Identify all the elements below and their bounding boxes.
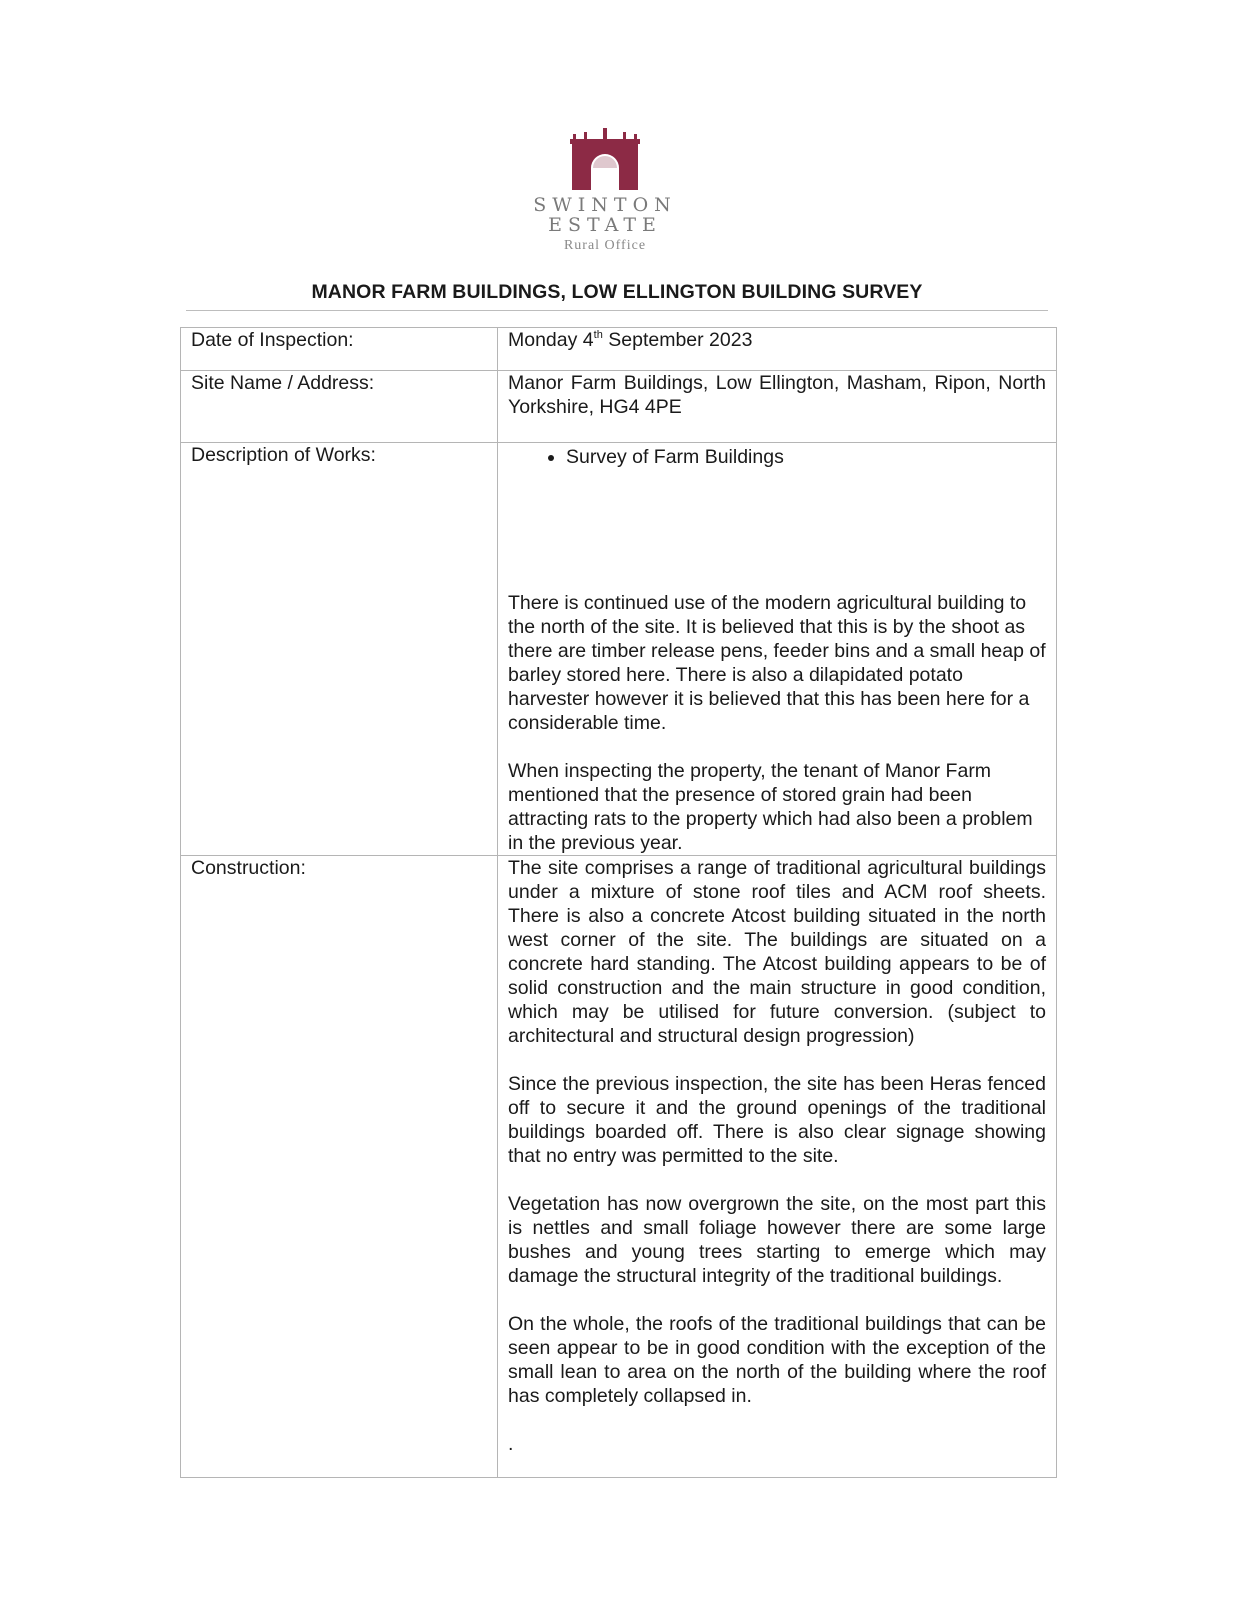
works-list-item: • Survey of Farm Buildings bbox=[566, 445, 1046, 469]
title-divider bbox=[186, 310, 1048, 311]
gatehouse-arch-icon bbox=[570, 128, 640, 190]
logo-text-estate: ESTATE bbox=[548, 214, 662, 236]
date-ordinal-suffix: th bbox=[593, 329, 603, 341]
value-site-address: Manor Farm Buildings, Low Ellington, Masham, Ripon, North Yorkshire, HG4 4PE bbox=[498, 371, 1057, 443]
label-site-address: Site Name / Address: bbox=[181, 371, 498, 443]
row-construction bbox=[181, 856, 1057, 1478]
value-date-of-inspection bbox=[498, 328, 1057, 371]
date-text-rest: September 2023 bbox=[602, 329, 753, 351]
logo-text-rural-office: Rural Office bbox=[563, 238, 647, 253]
row-date-of-inspection bbox=[181, 328, 1057, 371]
value-description-of-works bbox=[498, 443, 1057, 856]
works-paragraph-1: There is continued use of the modern agricultural building to the north of the site. It is believed that this is by the shoot as there are timber release pens, feeder bins and a small heap of barley stored here. There is also a dilapidated potato harvester however it is believed that this has been here for a considerable time. bbox=[508, 592, 1046, 734]
survey-table bbox=[180, 327, 1057, 1478]
date-text: Monday 4 bbox=[508, 329, 594, 351]
document-title: MANOR FARM BUILDINGS, LOW ELLINGTON BUILDING SURVEY bbox=[311, 281, 923, 303]
works-paragraph-2: When inspecting the property, the tenant of Manor Farm mentioned that the presence of stored grain had been attracting rats to the property which had also been a problem in the previous year. bbox=[508, 760, 1033, 854]
logo-text-swinton: SWINTON bbox=[533, 194, 677, 216]
construction-paragraph-2: Since the previous inspection, the site has been Heras fenced off to secure it and the ground openings of the traditional buildings boarded off. There is also clear signage showing that no entry was permitted to the site. bbox=[508, 1073, 1046, 1167]
row-description-of-works bbox=[181, 443, 1057, 856]
swinton-estate-logo bbox=[500, 128, 710, 258]
label-description-of-works: Description of Works: bbox=[181, 443, 498, 856]
label-construction: Construction: bbox=[181, 856, 498, 1478]
construction-trailing-dot: . bbox=[508, 1433, 514, 1455]
construction-paragraph-3: Vegetation has now overgrown the site, on the most part this is nettles and small foliage however there are some large bushes and young trees starting to emerge which may damage the structural integrity of the traditional buildings. bbox=[508, 1193, 1046, 1287]
works-list bbox=[508, 445, 1046, 469]
row-site-address bbox=[181, 371, 1057, 443]
label-date-of-inspection: Date of Inspection: bbox=[181, 328, 498, 371]
construction-paragraph-4: On the whole, the roofs of the traditional buildings that can be seen appear to be in good condition with the exception of the small lean to area on the north of the building where the roof has completely collapsed in. bbox=[508, 1313, 1046, 1407]
value-construction bbox=[498, 856, 1057, 1478]
construction-paragraph-1: The site comprises a range of traditional agricultural buildings under a mixture of stone roof tiles and ACM roof sheets. There is also a concrete Atcost building situated in the north west corner of the site. The buildings are situated on a concrete hard standing. The Atcost building appears to be of solid construction and the main structure in good condition, which may be utilised for future conversion. (subject to architectural and structural design progression) bbox=[508, 857, 1046, 1047]
